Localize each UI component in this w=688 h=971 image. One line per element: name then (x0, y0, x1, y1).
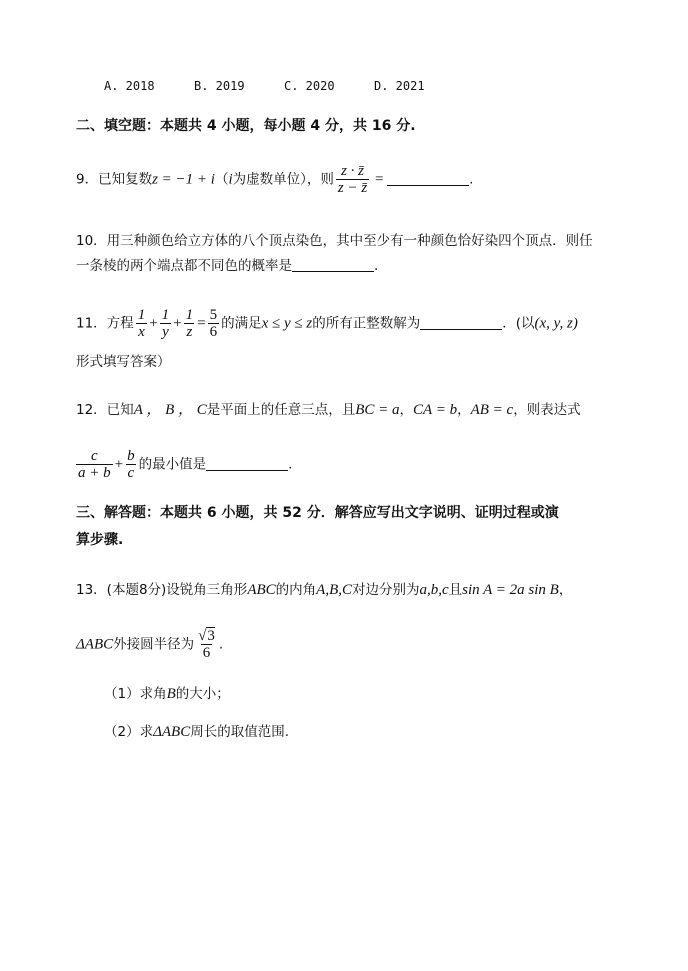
question-12: 12．已知A ， B ， C是平面上的任意三点，且BC = a，CA = b，AB = c，则表达式 (76, 402, 581, 418)
q9-fraction: $\frac{z \cdot z̄}{z - z̄}$ (337, 163, 368, 196)
question-10-line1: 10．用三种颜色给立方体的八个顶点染色，其中至少有一种颜色恰好染四个顶点．则任 (76, 233, 593, 249)
question-11-line2: 形式填写答案） (76, 354, 171, 370)
choice-row (104, 79, 464, 93)
answer-blank-11[interactable] (420, 315, 502, 330)
choice-c[interactable]: C. 2020 (284, 79, 335, 93)
radius-fraction: $\frac{√3}{6}$ (198, 628, 215, 661)
answer-blank-12[interactable] (206, 456, 288, 471)
choice-a[interactable]: A. 2018 (104, 79, 155, 93)
choice-b[interactable]: B. 2019 (194, 79, 245, 93)
answer-blank-9[interactable] (387, 171, 469, 186)
question-13-line2: ΔABC外接圆半径为 $\frac{√3}{6}$ . (76, 628, 224, 661)
q11-frac-4: $\frac{5}{6}$ (209, 307, 218, 340)
question-11: 11．方程 $\frac{1}{x}$ + $\frac{1}{y}$ + $\frac{1}{z}$ = $\frac{5}{6}$ 的满足x ≤ y ≤ z的所有正整数解为 ．(以(x, y, z) (76, 307, 578, 340)
question-9: 9．已知复数z = −1 + i（i为虚数单位），则 $\frac{z \cdot z̄}{z - z̄}$ = . (76, 163, 474, 196)
q11-frac-2: $\frac{1}{y}$ (161, 307, 170, 340)
section3-heading-line2: 算步骤. (76, 532, 124, 548)
question-13-part2: （2）求ΔABC周长的取值范围. (104, 724, 290, 740)
q12-frac-1: $\frac{c}{a + b}$ (78, 448, 111, 481)
section2-heading: 二、填空题：本题共 4 小题，每小题 4 分，共 16 分. (76, 118, 416, 134)
question-13-part1: （1）求角B的大小； (104, 686, 230, 702)
q11-frac-1: $\frac{1}{x}$ (137, 307, 146, 340)
choice-d[interactable]: D. 2021 (374, 79, 425, 93)
q12-frac-2: $\frac{b}{c}$ (127, 448, 135, 481)
question-10-line2: 一条棱的两个端点都不同色的概率是 . (76, 258, 379, 274)
question-12-line2: $\frac{c}{a + b}$ + $\frac{b}{c}$ 的最小值是 . (78, 448, 293, 481)
section3-heading-line1: 三、解答题：本题共 6 小题，共 52 分．解答应写出文字说明、证明过程或演 (76, 505, 559, 521)
q11-frac-3: $\frac{1}{z}$ (185, 307, 194, 340)
question-13: 13．(本题8分)设锐角三角形ABC的内角A,B,C对边分别为a,b,c且sin A = 2a sin B， (76, 582, 573, 598)
answer-blank-10[interactable] (292, 257, 374, 272)
